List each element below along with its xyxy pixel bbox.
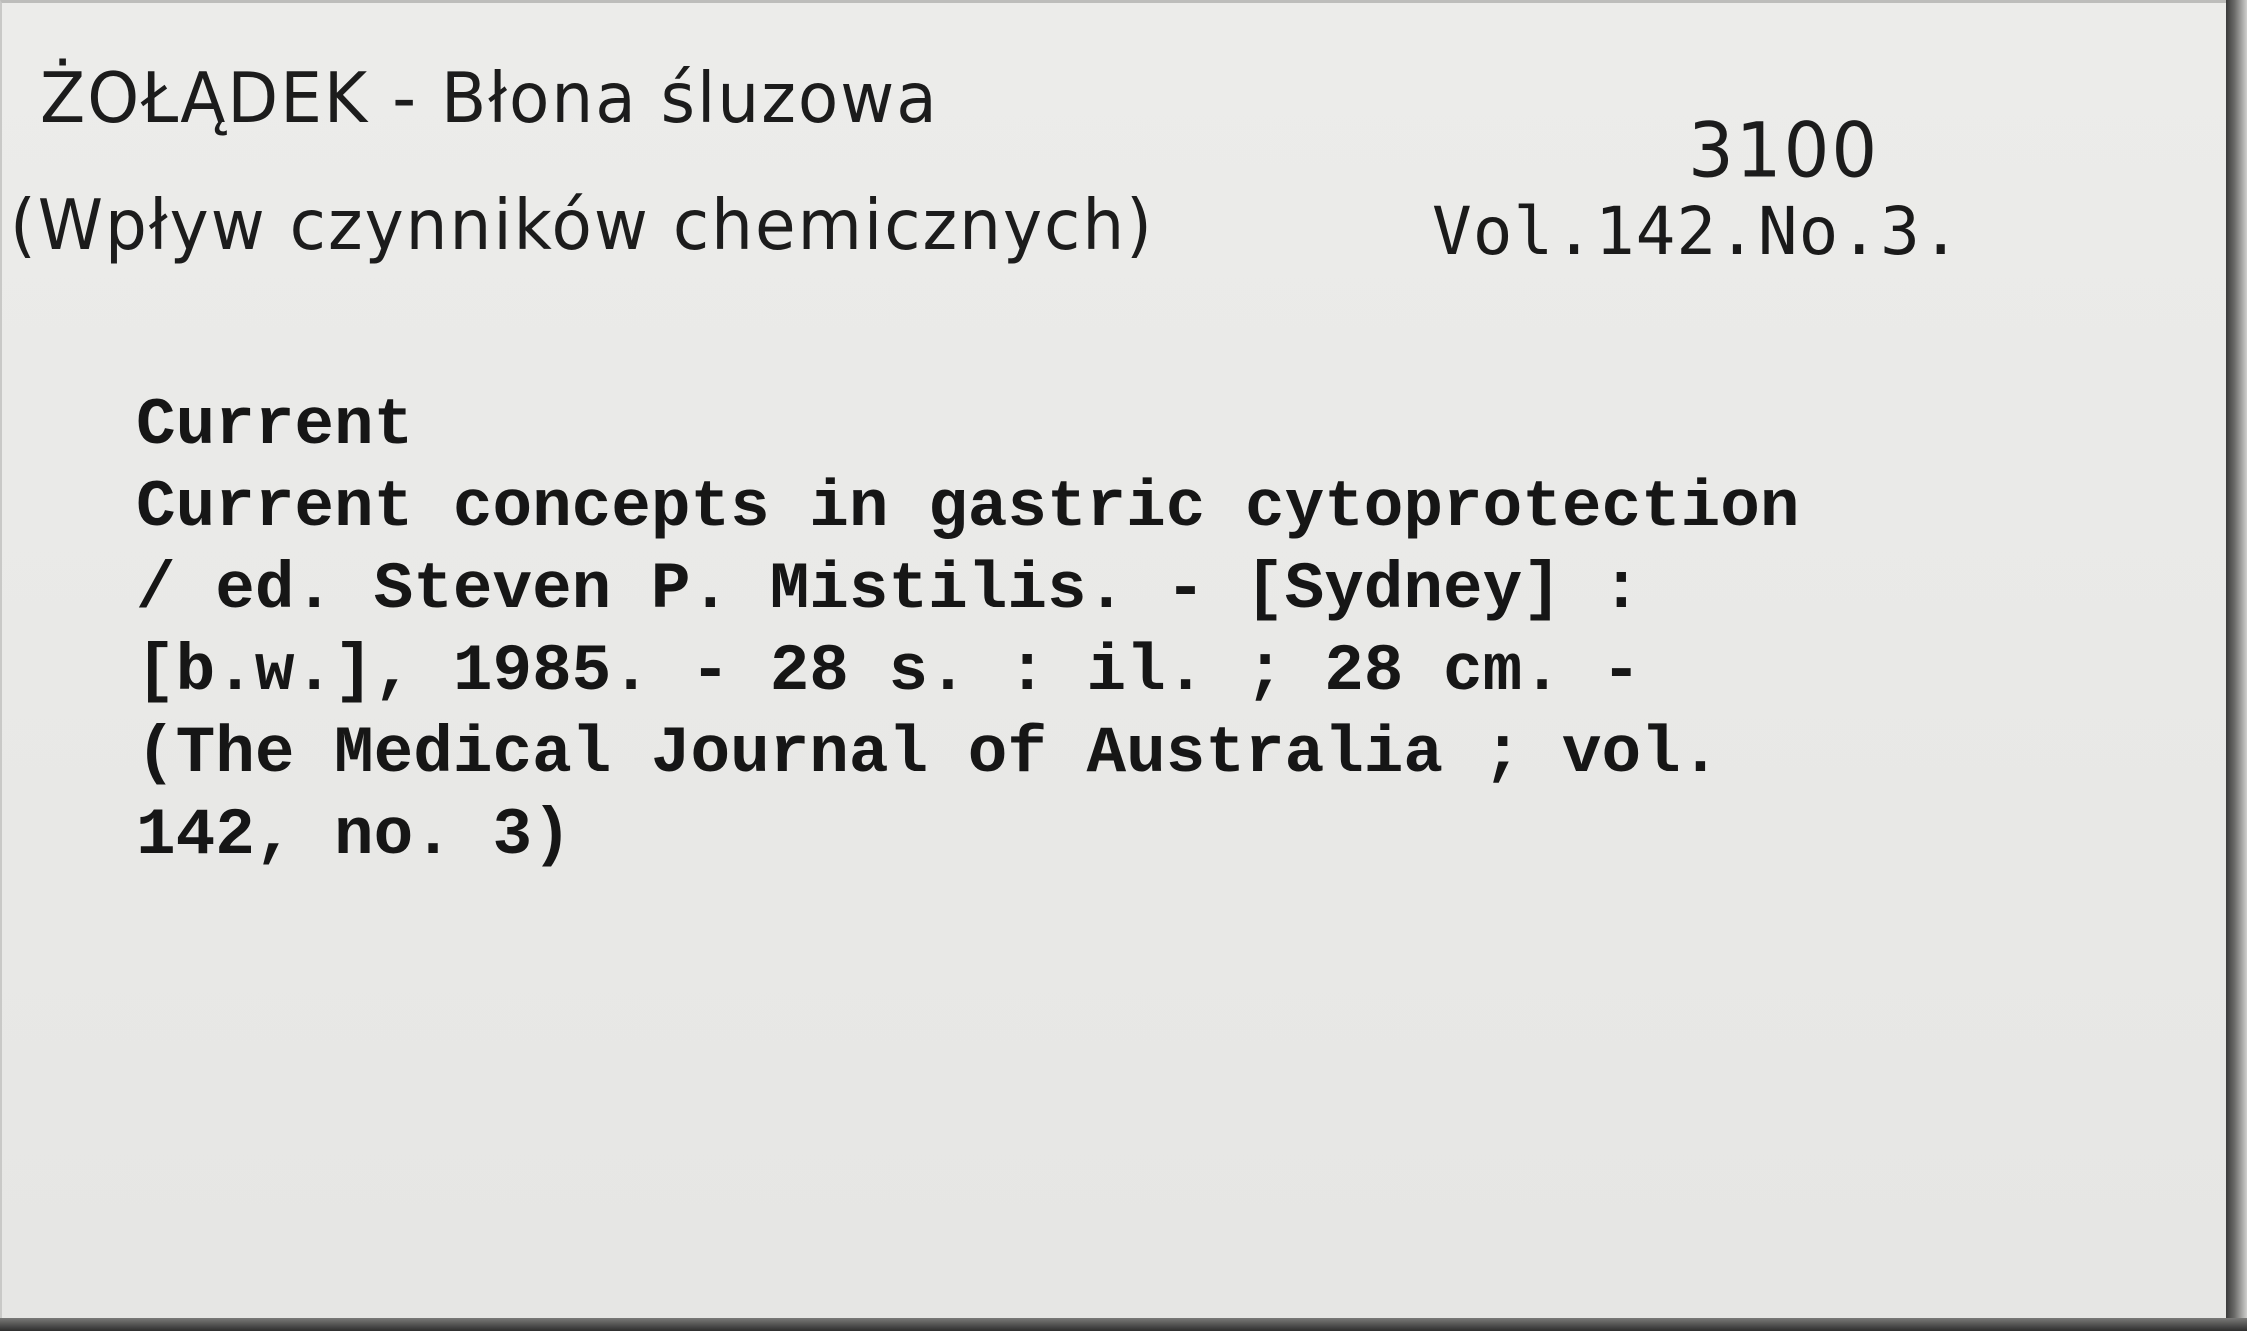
- entry-line: / ed. Steven P. Mistilis. - [Sydney] :: [136, 552, 1642, 627]
- card-right-edge-shadow: [2226, 0, 2247, 1331]
- call-number: 3100: [1688, 106, 1880, 195]
- entry-line: (The Medical Journal of Australia ; vol.: [136, 716, 1721, 791]
- bibliographic-entry: [136, 385, 1799, 877]
- entry-line: Current concepts in gastric cytoprotection: [136, 470, 1800, 545]
- entry-line: [b.w.], 1985. - 28 s. : il. ; 28 cm. -: [136, 634, 1642, 709]
- shelf-mark: Vol.142.No.3.: [1432, 193, 1962, 270]
- entry-line: Current: [136, 388, 414, 463]
- subject-heading-line2: (Wpływ czynników chemicznych): [10, 185, 1154, 266]
- subject-heading-line1: ŻOŁĄDEK - Błona śluzowa: [40, 58, 939, 139]
- entry-line: 142, no. 3): [136, 798, 572, 873]
- card-bottom-edge-shadow: [0, 1318, 2247, 1331]
